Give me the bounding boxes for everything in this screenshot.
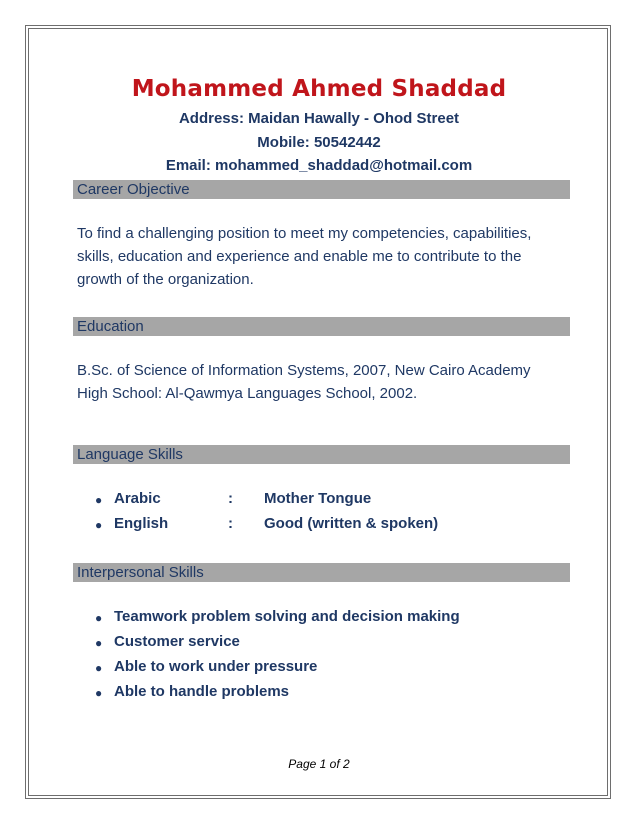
section-heading-interpersonal-skills: Interpersonal Skills — [73, 563, 570, 582]
bullet-icon: ● — [95, 636, 103, 650]
education-line: B.Sc. of Science of Information Systems, 2007, New Cairo Academy — [77, 362, 531, 379]
language-name: Arabic — [114, 490, 161, 507]
interpersonal-skill-item: Able to work under pressure — [114, 658, 318, 675]
career-objective-line: growth of the organization. — [77, 271, 254, 288]
career-objective-line: skills, education and experience and enable me to contribute to the — [77, 248, 522, 265]
language-level: Mother Tongue — [264, 490, 372, 507]
candidate-name: Mohammed Ahmed Shaddad — [131, 76, 507, 102]
bullet-icon: ● — [95, 611, 103, 625]
career-objective-line: To find a challenging position to meet my competencies, capabilities, — [77, 225, 532, 242]
education-line: High School: Al-Qawmya Languages School, 2002. — [77, 385, 418, 402]
interpersonal-skill-item: Customer service — [114, 633, 240, 650]
bullet-icon: ● — [95, 661, 103, 675]
page-number: Page 1 of 2 — [288, 757, 350, 771]
section-heading-language-skills: Language Skills — [73, 445, 570, 464]
email-line: Email: mohammed_shaddad@hotmail.com — [165, 157, 473, 174]
language-separator: : — [228, 515, 233, 532]
mobile-line: Mobile: 50542442 — [257, 134, 381, 151]
interpersonal-skill-item: Teamwork problem solving and decision making — [114, 608, 460, 625]
section-heading-career-objective: Career Objective — [73, 180, 570, 199]
language-name: English — [114, 515, 169, 532]
bullet-icon: ● — [95, 493, 103, 507]
section-heading-education: Education — [73, 317, 570, 336]
language-separator: : — [228, 490, 233, 507]
language-level: Good (written & spoken) — [264, 515, 439, 532]
bullet-icon: ● — [95, 686, 103, 700]
address-line: Address: Maidan Hawally - Ohod Street — [178, 110, 460, 127]
interpersonal-skill-item: Able to handle problems — [114, 683, 290, 700]
bullet-icon: ● — [95, 518, 103, 532]
